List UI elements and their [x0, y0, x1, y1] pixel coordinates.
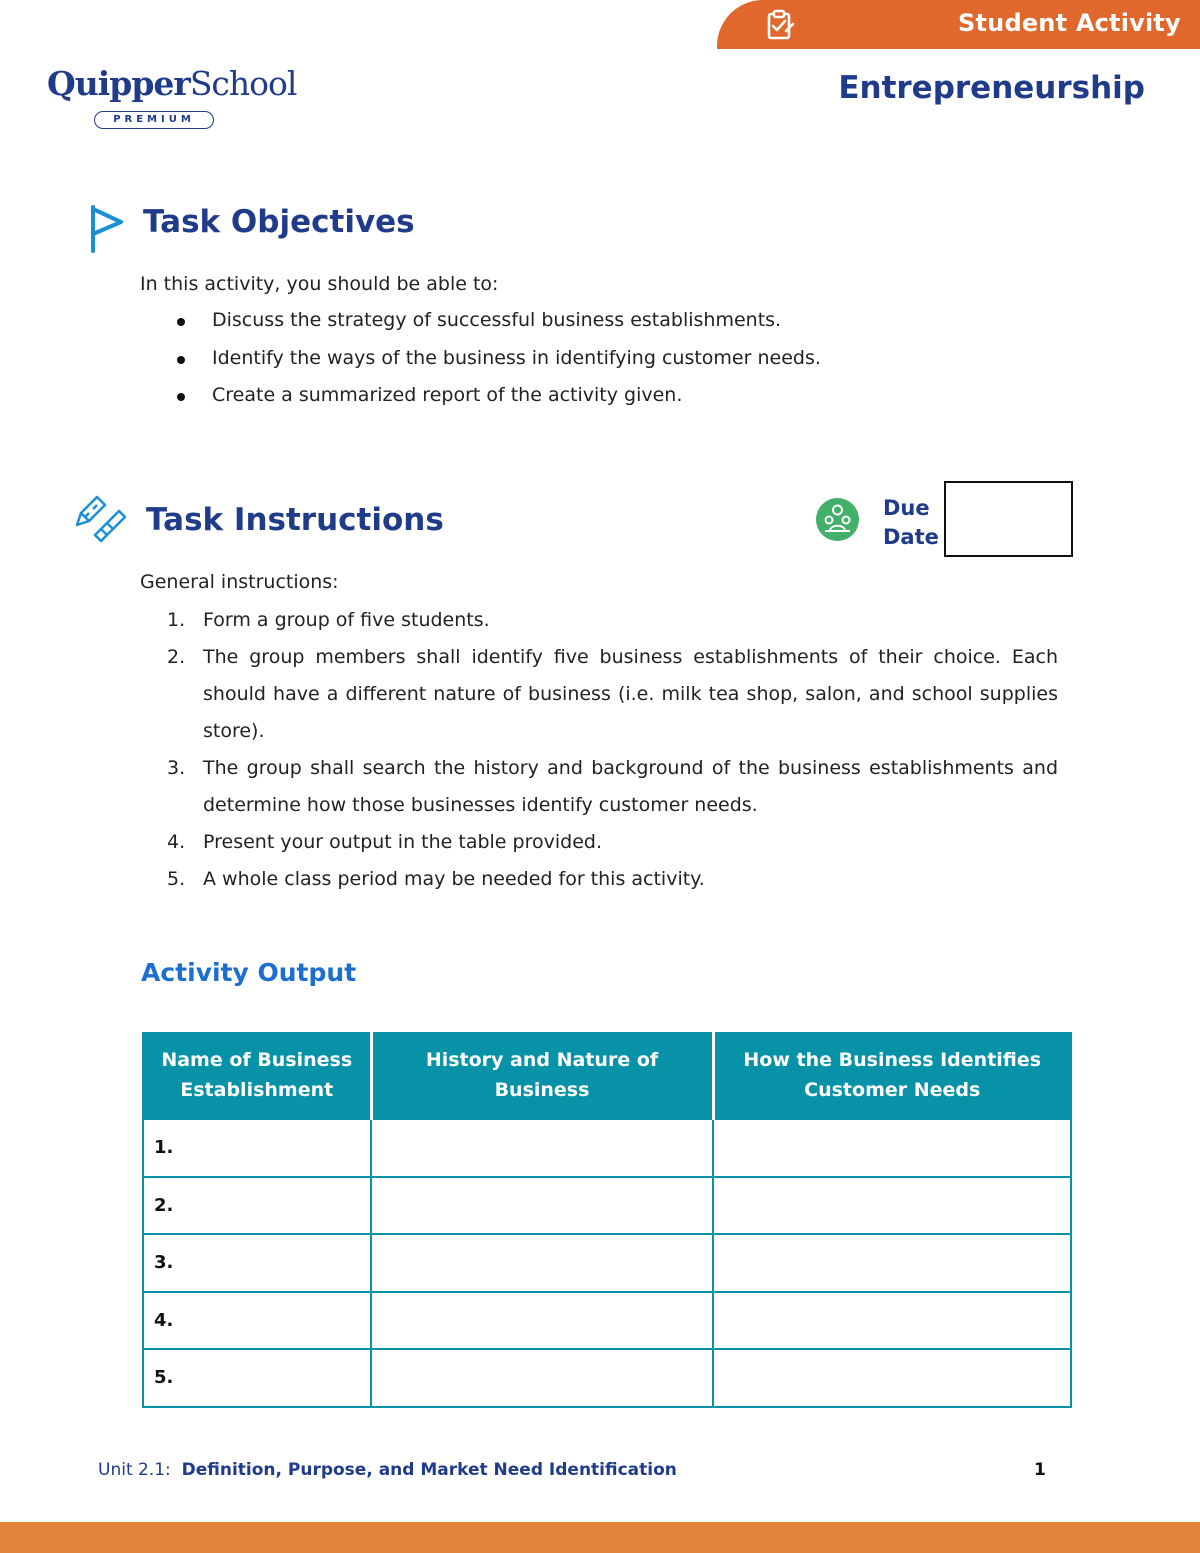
table-row [143, 1177, 1071, 1235]
instruction-item [140, 750, 1058, 824]
instruction-number: 5. [167, 868, 186, 890]
activity-output-table [142, 1032, 1072, 1408]
clipboard-check-icon [764, 9, 796, 41]
history-cell[interactable] [371, 1349, 713, 1407]
instruction-text: Present your output in the table provided. [203, 831, 602, 853]
customer-needs-cell[interactable] [713, 1119, 1071, 1177]
task-instructions-heading: Task Instructions [146, 502, 444, 538]
objective-item: Create a summarized report of the activity given. [140, 377, 821, 415]
due-label-line2: Date [883, 525, 939, 549]
flag-icon [88, 203, 128, 253]
objective-item: Identify the ways of the business in identifying customer needs. [140, 340, 821, 378]
instructions-list [140, 602, 1058, 898]
instruction-text: The group shall search the history and background of the business establishments and determine how those businesses identify customer needs. [203, 757, 1058, 816]
row-number-cell[interactable]: 1. [143, 1119, 371, 1177]
instruction-item [140, 824, 1058, 861]
objectives-intro: In this activity, you should be able to: [140, 273, 499, 295]
customer-needs-cell[interactable] [713, 1234, 1071, 1292]
history-cell[interactable] [371, 1177, 713, 1235]
instruction-number: 3. [167, 757, 186, 779]
logo-brand-bold: Quipper [47, 64, 190, 103]
instruction-item [140, 639, 1058, 750]
group-icon [816, 498, 859, 541]
instruction-text: A whole class period may be needed for this activity. [203, 868, 705, 890]
row-number-cell[interactable]: 2. [143, 1177, 371, 1235]
instruction-number: 4. [167, 831, 186, 853]
student-activity-tab [717, 0, 1200, 49]
table-row [143, 1234, 1071, 1292]
instruction-item [140, 602, 1058, 639]
history-cell[interactable] [371, 1234, 713, 1292]
table-row [143, 1292, 1071, 1350]
due-date-label [883, 494, 939, 552]
history-cell[interactable] [371, 1292, 713, 1350]
footer-unit [98, 1460, 677, 1480]
row-number-cell[interactable]: 3. [143, 1234, 371, 1292]
customer-needs-cell[interactable] [713, 1349, 1071, 1407]
customer-needs-cell[interactable] [713, 1177, 1071, 1235]
customer-needs-cell[interactable] [713, 1292, 1071, 1350]
row-number-cell[interactable]: 5. [143, 1349, 371, 1407]
row-number-cell[interactable]: 4. [143, 1292, 371, 1350]
tab-label: Student Activity [958, 9, 1181, 37]
page-number: 1 [1034, 1460, 1046, 1480]
subject-title: Entrepreneurship [838, 70, 1145, 106]
column-header: History and Nature of Business [371, 1032, 713, 1119]
table-header-row [143, 1032, 1071, 1119]
objectives-list [140, 302, 821, 415]
footer-unit-title: Definition, Purpose, and Market Need Identification [181, 1460, 677, 1480]
instructions-intro: General instructions: [140, 571, 339, 593]
quipper-school-logo [47, 64, 297, 134]
logo-premium-badge: PREMIUM [94, 111, 214, 129]
instruction-number: 2. [167, 646, 186, 668]
due-date-field[interactable] [944, 481, 1073, 557]
instruction-text: The group members shall identify five business establishments of their choice. Each should have a different nature of business (i.e. milk tea shop, salon, and school supplies store). [203, 646, 1058, 742]
due-label-line1: Due [883, 496, 930, 520]
instruction-item [140, 861, 1058, 898]
table-row [143, 1349, 1071, 1407]
activity-output-heading: Activity Output [141, 958, 357, 987]
instruction-text: Form a group of five students. [203, 609, 490, 631]
history-cell[interactable] [371, 1119, 713, 1177]
objective-item: Discuss the strategy of successful business establishments. [140, 302, 821, 340]
pencil-ruler-icon [75, 491, 127, 543]
column-header: Name of Business Establishment [143, 1032, 371, 1119]
task-objectives-heading: Task Objectives [143, 204, 415, 240]
column-header: How the Business Identifies Customer Needs [713, 1032, 1071, 1119]
footer-bar [0, 1522, 1200, 1553]
instruction-number: 1. [167, 609, 186, 631]
table-row [143, 1119, 1071, 1177]
footer-unit-prefix: Unit 2.1: [98, 1460, 171, 1480]
logo-brand-regular: School [189, 64, 297, 103]
